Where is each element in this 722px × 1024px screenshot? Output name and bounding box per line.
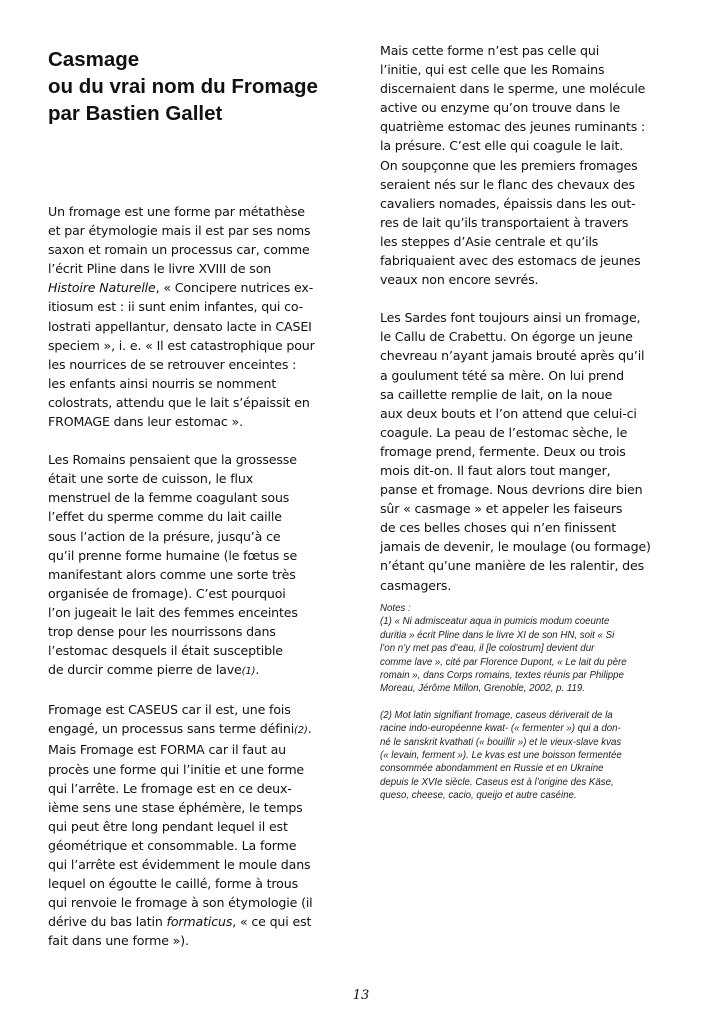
footnote-line: consommée abondamment en Russie et en Ukraine: [380, 763, 604, 775]
footnote-line: (« levain, ferment »). Le kvas est une boisson fermentée: [380, 750, 622, 762]
footnotes: [380, 602, 670, 803]
text-line: trop dense pour les nourrissons dans: [48, 623, 276, 639]
text-line: jamais de devenir, le moulage (ou formage): [380, 539, 651, 555]
text-line: cavaliers nomades, épaissis dans les out-: [380, 195, 636, 211]
text-line: Histoire Naturelle, « Concipere nutrices ex-: [48, 280, 314, 296]
text-line: sa caillette remplie de lait, on la noue: [380, 386, 613, 402]
text-line: l’effet du sperme comme du lait caille: [48, 509, 282, 525]
paragraph: [48, 450, 346, 681]
text-line: les steppes d’Asie centrale et qu’ils: [380, 233, 599, 249]
text-line: Mais Fromage est FORMA car il faut au: [48, 742, 286, 758]
footnote-line: né le sanskrit kvathati (« bouillir ») et le vieux-slave kvas: [380, 736, 622, 748]
footnote-1: [380, 615, 670, 695]
text-line: panse et fromage. Nous devrions dire bien: [380, 482, 643, 498]
text-line: et par étymologie mais il est par ses noms: [48, 223, 311, 239]
text-line: fabriquaient avec des estomacs de jeunes: [380, 253, 641, 269]
text-line: Les Sardes font toujours ainsi un fromage,: [380, 310, 641, 326]
text-line: active ou enzyme qu’on trouve dans le: [380, 100, 621, 116]
text-line: lequel on égoutte le caillé, forme à trous: [48, 876, 298, 892]
footnote-line: romain », dans Corps romains, textes réunis par Philippe: [380, 670, 624, 682]
text-line: sous l’action de la présure, jusqu’à ce: [48, 528, 281, 544]
paragraph: [380, 308, 678, 594]
text-line: de ces belles choses qui n’en finissent: [380, 520, 617, 536]
text-line: la présure. C’est elle qui coagule le lait.: [380, 138, 624, 154]
text-line: Fromage est CASEUS car il est, une fois: [48, 702, 291, 718]
right-body-text: [380, 41, 678, 595]
text-line: l’écrit Pline dans le livre XVIII de son: [48, 261, 272, 277]
text-line: menstruel de la femme coagulant sous: [48, 490, 290, 506]
text-line: l’initie, qui est celle que les Romains: [380, 62, 605, 78]
text-line: discernaient dans le sperme, une molécule: [380, 81, 646, 97]
text-line: quatrième estomac des jeunes ruminants :: [380, 119, 646, 135]
paragraph: [380, 41, 678, 289]
text-line: qui renvoie le fromage à son étymologie (il: [48, 895, 313, 911]
text-line: n’étant qu’une manière de les ralentir, des: [380, 558, 645, 574]
title-line: Casmage: [48, 48, 140, 71]
text-line: aux deux bouts et l’on attend que celui-ci: [380, 405, 637, 421]
text-line: dérive du bas latin formaticus, « ce qui est: [48, 914, 312, 930]
text-line: l’estomac desquels il était susceptible: [48, 643, 283, 659]
text-line: Les Romains pensaient que la grossesse: [48, 452, 297, 468]
footnote-line: racine indo-européenne kwat- (« fermenter ») qui a don-: [380, 723, 621, 735]
text-line: les nourrices de se retrouver enceintes :: [48, 356, 297, 372]
text-line: itiosum est : ii sunt enim infantes, qui co-: [48, 299, 304, 315]
text-line: seraient nés sur le flanc des chevaux des: [380, 176, 635, 192]
text-line: veaux non encore sevrés.: [380, 272, 539, 288]
text-line: speciem », i. e. « Il est catastrophique pour: [48, 337, 315, 353]
paragraph: [48, 700, 346, 950]
text-line: engagé, un processus sans terme défini(2).: [48, 721, 312, 737]
page-number: 13: [352, 988, 370, 1003]
text-line: Mais cette forme n’est pas celle qui: [380, 43, 600, 58]
footnote-2: [380, 709, 670, 803]
text-line: manifestant alors comme une sorte très: [48, 566, 296, 582]
footnote-line: queso, cheese, cacio, queijo et autre caséine.: [380, 790, 577, 802]
article-title: [48, 46, 358, 127]
text-line: l’on jugeait le lait des femmes enceintes: [48, 604, 298, 620]
text-line: casmagers.: [380, 577, 452, 593]
text-line: a goulument tété sa mère. On lui prend: [380, 367, 624, 383]
footnote-line: comme lave », cité par Florence Dupont, « Le lait du père: [380, 656, 627, 668]
text-line: chevreau n’ayant jamais brouté après qu’il: [380, 348, 645, 364]
text-line: saxon et romain un processus car, comme: [48, 242, 310, 258]
text-line: qui l’arrête est évidemment le moule dans: [48, 857, 311, 872]
footnote-line: l’on n’y met pas d’eau, il [le colostrum] devient dur: [380, 643, 595, 655]
text-line: qui peut être long pendant lequel il est: [48, 818, 288, 834]
text-line: organisée de fromage). C’est pourquoi: [48, 585, 286, 601]
footnote-line: depuis le XVIe siècle. Caseus est à l’origine des Käse,: [380, 776, 614, 788]
footnote-line: Moreau, Jérôme Millon, Grenoble, 2002, p. 119.: [380, 683, 585, 695]
text-line: était une sorte de cuisson, le flux: [48, 471, 254, 487]
text-line: les enfants ainsi nourris se nomment: [48, 375, 277, 391]
text-line: ième sens une stase éphémère, le temps: [48, 799, 303, 815]
footnote-line: (1) « Ni admisceatur aqua in pumicis modum coeunte: [380, 616, 610, 628]
footnote-line: (2) Mot latin signifiant fromage, caseus dériverait de la: [380, 709, 613, 721]
text-line: On soupçonne que les premiers fromages: [380, 157, 638, 173]
paragraph: [48, 202, 346, 431]
title-line: par Bastien Gallet: [48, 102, 223, 125]
text-line: qu’il prenne forme humaine (le fœtus se: [48, 547, 298, 563]
text-line: de durcir comme pierre de lave(1).: [48, 662, 260, 678]
title-line: ou du vrai nom du Fromage: [48, 75, 318, 98]
text-line: sûr « casmage » et appeler les faiseurs: [380, 501, 623, 517]
text-line: fromage prend, fermente. Deux ou trois: [380, 443, 626, 459]
text-line: le Callu de Crabettu. On égorge un jeune: [380, 329, 633, 345]
footnote-line: duritia » écrit Pline dans le livre XI de son HN, soit « Si: [380, 629, 615, 641]
text-line: qui l’arrête. Le fromage est en ce deux-: [48, 780, 292, 796]
text-line: géométrique et consommable. La forme: [48, 837, 297, 853]
text-line: colostrats, attendu que le lait s’épaissit en: [48, 394, 310, 410]
text-line: coagule. La peau de l’estomac sèche, le: [380, 424, 628, 440]
text-line: fait dans une forme »).: [48, 933, 189, 949]
text-line: lostrati appellantur, densato lacte in CASEI: [48, 318, 312, 334]
text-line: mois dit-on. Il faut alors tout manger,: [380, 462, 611, 478]
left-body-text: [48, 202, 346, 950]
text-line: res de lait qu’ils transportaient à travers: [380, 214, 629, 230]
text-line: Un fromage est une forme par métathèse: [48, 204, 305, 219]
text-line: procès une forme qui l’initie et une forme: [48, 761, 305, 777]
text-line: FROMAGE dans leur estomac ».: [48, 414, 243, 430]
notes-heading: Notes :: [380, 603, 411, 614]
